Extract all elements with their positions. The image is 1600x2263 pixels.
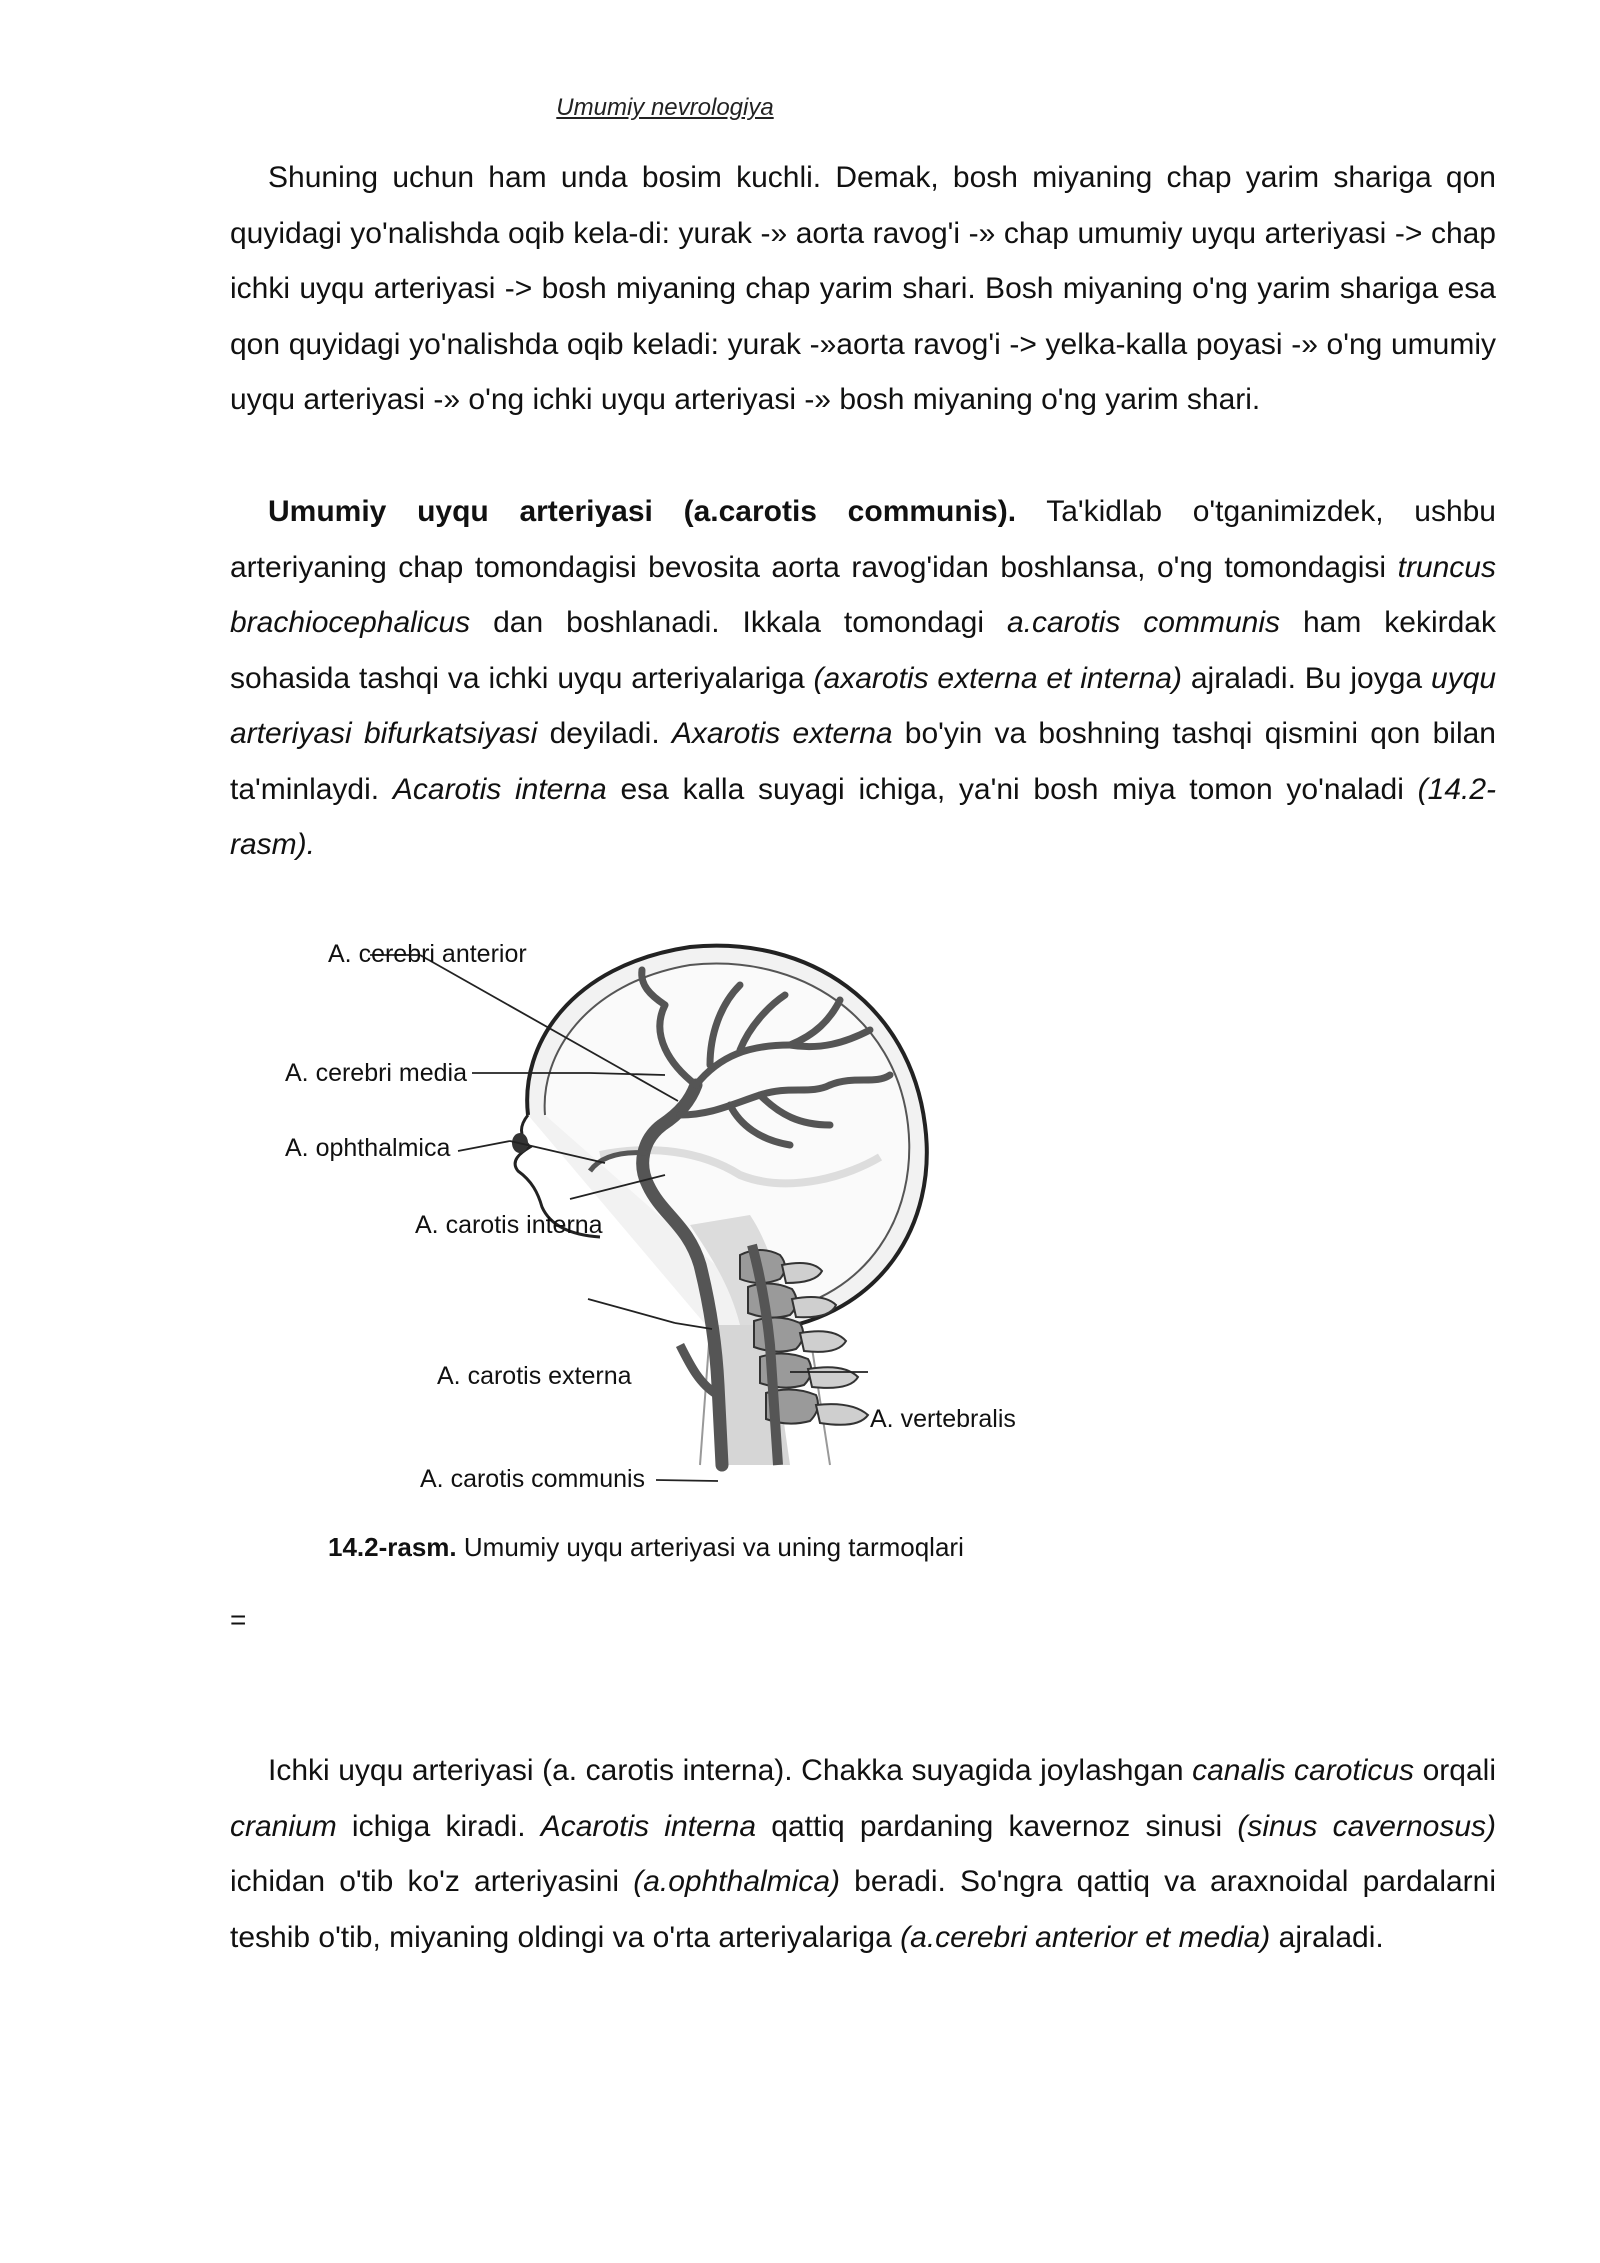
text: qattiq pardaning kavernoz sinusi (756, 1809, 1238, 1843)
text: dan boshlanadi. Ikkala tomondagi (470, 606, 1007, 639)
running-header: Umumiy nevrologiya (556, 94, 774, 121)
term: Axarotis externa (671, 717, 893, 750)
paragraph-carotis-interna (230, 1743, 1496, 1965)
label-cerebri-anterior: A. cerebri anterior (328, 940, 527, 968)
text: beradi. So'ngra qattiq va araxnoidal pardalarni teshib o'tib, miyaning oldingi va o'rta arteriyalariga (230, 1865, 1497, 1954)
term: Acarotis interna (540, 1809, 757, 1843)
label-carotis-externa: A. carotis externa (437, 1362, 632, 1390)
label-cerebri-media: A. cerebri media (285, 1059, 468, 1087)
paragraph-blood-flow (230, 150, 1496, 428)
text: deyiladi. (537, 717, 672, 750)
equals-mark: = (230, 1604, 247, 1635)
term: (a.cerebri anterior et media) (900, 1920, 1271, 1954)
paragraph-text: Shuning uchun ham unda bosim kuchli. Demak, bosh miyaning chap yarim shariga qon quyidagi yo'nalishda oqib kela-di: yurak -» aorta ravog'i -» chap umumiy uyqu arteriyasi -> chap ichki uyqu arteriyasi -> bosh miyaning chap yarim shari. Bosh miyaning o'ng yarim shariga esa qon quyidagi yo'nalishda oqib keladi: yurak -»aorta ravog'i -> yelka-kalla poyasi -» o'ng umumiy uyqu arteriyasi -» o'ng ichki uyqu arteriyasi -» bosh miyaning o'ng yarim shari. (230, 161, 1496, 416)
section-heading: Umumiy uyqu arteriyasi (a.carotis communis). (268, 495, 1017, 528)
text: Ichki uyqu arteriyasi (a. carotis interna). Chakka suyagida joylashgan (268, 1754, 1193, 1787)
text: esa kalla suyagi ichiga, ya'ni bosh miya tomon yo'naladi (606, 772, 1418, 806)
term: truncus brachiocephalicus (230, 550, 1496, 639)
label-ophthalmica: A. ophthalmica (285, 1134, 451, 1162)
term: (sinus cavernosus) (1237, 1809, 1496, 1843)
text: ham kekirdak sohasida tashqi va ichki uyqu arteriyalariga (230, 606, 1496, 695)
text: orqali (1414, 1754, 1496, 1787)
figure-reference: (14.2-rasm). (230, 772, 1497, 861)
label-carotis-communis: A. carotis communis (420, 1465, 646, 1493)
label-vertebralis: A. vertebralis (870, 1405, 1016, 1433)
term: cranium (230, 1809, 337, 1843)
term: a.carotis communis (1006, 606, 1280, 639)
text: Ta'kidlab o'tganimizdek, ushbu arteriyaning chap tomondagisi bevosita aorta ravog'idan boshlansa, o'ng tomondagisi (230, 495, 1496, 584)
term: Acarotis interna (392, 772, 607, 806)
text: ichidan o'tib ko'z arteriyasini (230, 1865, 634, 1898)
term: (a.ophthalmica) (633, 1865, 840, 1898)
text: ajraladi. Bu joyga (1181, 661, 1431, 695)
head-neck-illustration (270, 925, 1050, 1485)
term: canalis caroticus (1192, 1754, 1415, 1787)
caption-text: Umumiy uyqu arteriyasi va uning tarmoqlari (456, 1532, 964, 1562)
term: uyqu arteriyasi bifurkatsiyasi (230, 661, 1497, 750)
text: ichiga kiradi. (336, 1809, 541, 1843)
term: (axarotis externa et interna) (813, 661, 1182, 695)
carotis-figure (270, 925, 1050, 1493)
caption-number: 14.2-rasm. (328, 1532, 457, 1562)
label-carotis-interna: A. carotis interna (415, 1211, 603, 1239)
figure-caption (328, 1532, 964, 1563)
text: bo'yin va boshning tashqi qismini qon bilan ta'minlaydi. (230, 717, 1496, 806)
paragraph-carotis-communis (230, 484, 1496, 873)
text: ajraladi. (1270, 1920, 1384, 1954)
